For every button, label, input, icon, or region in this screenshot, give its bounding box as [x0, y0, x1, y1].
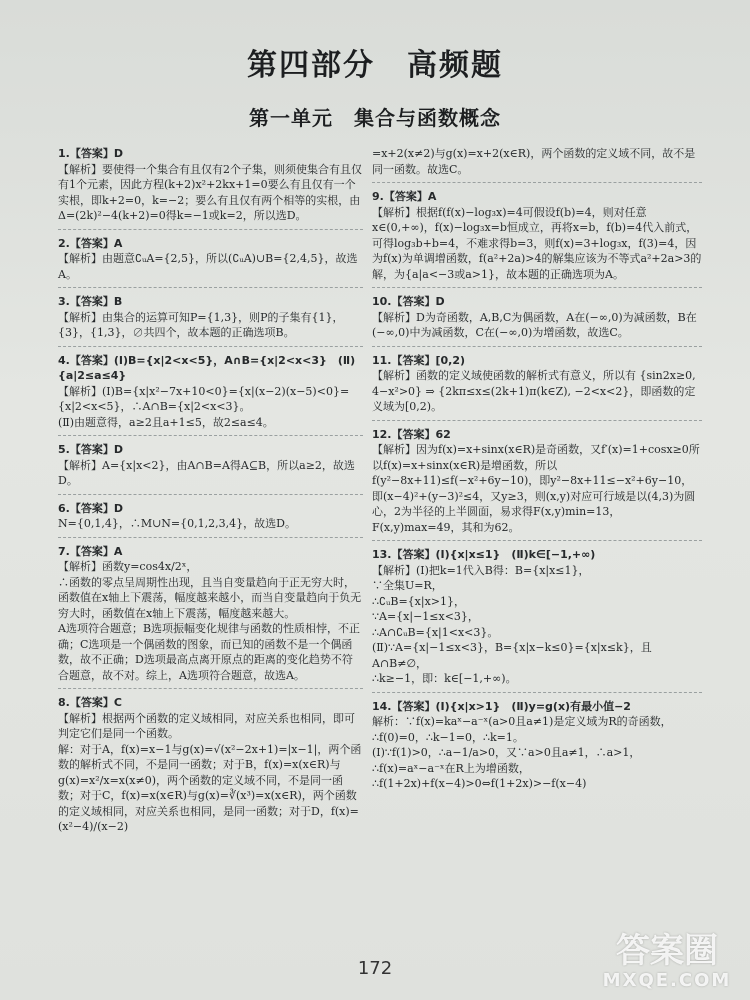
solution-item: [58, 442, 363, 495]
solution-item: [58, 501, 363, 538]
explanation-line: 【解析】(Ⅰ)B={x|x²−7x+10<0}={x|(x−2)(x−5)<0}={x|2<x<5}，∴A∩B={x|2<x<3}。: [58, 384, 350, 413]
solution-item: [58, 695, 363, 840]
explanation-line: 【解析】函数的定义域使函数的解析式有意义，所以有 {sin2x≥0, 4−x²>0} ⇒ {2kπ≤x≤(2k+1)π(k∈Z), −2<x<2}，即函数的定义域为[0,2)。: [372, 369, 696, 413]
watermark-main: 答案圈: [616, 931, 718, 971]
answer-line: 9.【答案】A: [372, 190, 437, 203]
answer-line: 4.【答案】(Ⅰ)B={x|2<x<5}，A∩B={x|2<x<3} (Ⅱ){a|2≤a≤4}: [58, 353, 356, 382]
explanation-line: 解：对于A，f(x)=x−1与g(x)=√(x²−2x+1)=|x−1|，两个函数的解析式不同，不是同一函数；对于B，f(x)=x(x∈R)与g(x)=x²/x=x(x≠0)，两个函数的定义域不同，不是同一函数；对于C，f(x)=x(x∈R)与g(x)=∛(x³)=x(x∈R)，两个函数的定义域相同，对应关系也相同，是同一函数；对于D，f(x)=(x²−4)/(x−2): [58, 742, 362, 833]
explanation-line: 【解析】(Ⅰ)把k=1代入B得：B={x|x≤1}，: [372, 563, 590, 577]
solution-item: [372, 427, 702, 542]
explanation-line: ∴k≥−1，即：k∈[−1,+∞)。: [372, 672, 517, 685]
answer-line: 1.【答案】D: [58, 147, 123, 160]
explanation-line: ∵A={x|−1≤x<3}，: [372, 610, 479, 623]
explanation-line: 【解析】由集合的运算可知P={1,3}，则P的子集有{1}，{3}，{1,3}，∅共四个，故本题的正确选项B。: [58, 310, 344, 339]
unit-title: 第一单元 集合与函数概念: [249, 106, 501, 130]
explanation-line: ∴函数的零点呈周期性出现，且当自变量趋向于正无穷大时，函数值在x轴上下震荡，幅度越来越小，而当自变量趋向于负无穷大时，函数值在x轴上下震荡，幅度越来越大。: [58, 575, 362, 620]
answer-line: 2.【答案】A: [58, 236, 123, 250]
explanation-line: A选项符合题意；B选项振幅变化规律与函数的性质相悖，不正确；C选项是一个偶函数的图象，而已知的函数不是一个偶函数，故不正确；D选项最高点离开原点的距离的变化趋势不符合题意，故不对。综上，A选项符合题意，故选A。: [58, 622, 361, 682]
explanation-line: (Ⅱ)∵A={x|−1≤x<3}，B={x|x−k≤0}={x|x≤k}，且A∩B≠∅，: [372, 641, 652, 670]
part-title: 第四部分 高频题: [247, 48, 503, 83]
answer-line: 12.【答案】62: [372, 427, 451, 441]
explanation-line: 【解析】因为f(x)=x+sinx(x∈R)是奇函数，又f′(x)=1+cosx≥0所以f(x)=x+sinx(x∈R)是增函数，所以f(y²−8x+11)≤f(−x²+6y−10)，即y²−8x+11≤−x²+6y−10，即(x−4)²+(y−3)²≤4，又y≥3，则(x,y)对应可行域是以(4,3)为圆心，2为半径的上半圆面，易求得F(x,y)min=13，F(x,y)max=49，其和为62。: [372, 443, 700, 534]
answer-line: 11.【答案】[0,2): [372, 353, 466, 367]
page-number: 172: [357, 958, 393, 979]
solution-item: [58, 353, 363, 437]
explanation-line: =x+2(x≠2)与g(x)=x+2(x∈R)，两个函数的定义域不同，故不是同一函数。故选C。: [372, 147, 696, 176]
solution-item: [58, 544, 363, 690]
explanation-line: 【解析】D为奇函数，A,B,C为偶函数，A在(−∞,0)为减函数，B在(−∞,0)中为减函数，C在(−∞,0)为增函数，故选C。: [372, 310, 697, 339]
solution-item: [372, 699, 702, 797]
answer-line: 5.【答案】D: [58, 443, 123, 456]
explanation-line: N={0,1,4}，∴M∪N={0,1,2,3,4}，故选D。: [58, 517, 296, 530]
answer-line: 7.【答案】A: [58, 544, 123, 558]
explanation-line: 【解析】由题意∁ᵤA={2,5}，所以(∁ᵤA)∪B={2,4,5}，故选A。: [58, 252, 358, 281]
solution-item: [372, 189, 702, 288]
right-column: [372, 146, 702, 803]
answer-line: 13.【答案】(Ⅰ){x|x≤1} (Ⅱ)k∈[−1,+∞): [372, 548, 596, 561]
solution-item: [58, 294, 363, 347]
answer-line: 10.【答案】D: [372, 295, 445, 308]
solution-item: [372, 547, 702, 693]
watermark-sub: MXQE.COM: [602, 970, 732, 991]
explanation-line: ∵全集U=R，: [372, 579, 443, 592]
solution-item: [372, 146, 702, 183]
explanation-line: 【解析】根据两个函数的定义域相同，对应关系也相同，即可判定它们是同一个函数。: [58, 711, 355, 740]
explanation-line: (Ⅰ)∵f(1)>0，∴a−1/a>0，又∵a>0且a≠1，∴a>1，: [372, 746, 641, 759]
solution-item: [58, 146, 363, 230]
answer-line: 8.【答案】C: [58, 696, 122, 709]
explanation-line: ∴A∩∁ᵤB={x|1<x<3}。: [372, 625, 499, 639]
solution-item: [372, 353, 702, 421]
explanation-line: ∴f(x)=aˣ−a⁻ˣ在R上为增函数，: [372, 761, 530, 775]
answer-line: 6.【答案】D: [58, 501, 123, 515]
answer-line: 3.【答案】B: [58, 295, 123, 308]
explanation-line: ∴∁ᵤB={x|x>1}，: [372, 594, 466, 608]
explanation-line: 【解析】函数y=cos4x/2ˣ，: [58, 560, 198, 573]
watermark-logo: [592, 932, 742, 994]
explanation-line: 【解析】A={x|x<2}，由A∩B=A得A⊆B，所以a≥2，故选D。: [58, 458, 355, 487]
explanation-line: ∴f(1+2x)+f(x−4)>0⇔f(1+2x)>−f(x−4): [372, 777, 587, 790]
explanation-line: (Ⅱ)由题意得，a≥2且a+1≤5，故2≤a≤4。: [58, 415, 274, 429]
solution-item: [372, 294, 702, 347]
explanation-line: 解析：∵f(x)=kaˣ−a⁻ˣ(a>0且a≠1)是定义域为R的奇函数，: [372, 715, 672, 728]
explanation-line: 【解析】根据f(f(x)−log₃x)=4可假设f(b)=4，则对任意x∈(0,+∞)，f(x)−log₃x=b恒成立，再将x=b，f(b)=4代入前式，可得log₃b+b=4，不难求得b=3，则f(x)=3+log₃x，f(3)=4，因为f(x)为单调增函数，f(a²+2a)>4的解集应该为不等式a²+2a>3的解，为{a|a<−3或a>1}，故本题的正确选项为A。: [372, 205, 702, 281]
explanation-line: 【解析】要使得一个集合有且仅有2个子集，则须使集合有且仅有1个元素，因此方程(k+2)x²+2kx+1=0要么有且仅有一个实根，即k+2=0，k=−2；要么有且仅有两个相等的实根，由Δ=(2k)²−4(k+2)=0得k=−1或k=2，所以选D。: [58, 162, 362, 222]
explanation-line: ∴f(0)=0，∴k−1=0，∴k=1。: [372, 730, 524, 744]
answer-line: 14.【答案】(Ⅰ){x|x>1} (Ⅱ)y=g(x)有最小值−2: [372, 699, 631, 713]
left-column: [58, 146, 363, 846]
solution-item: [58, 236, 363, 289]
